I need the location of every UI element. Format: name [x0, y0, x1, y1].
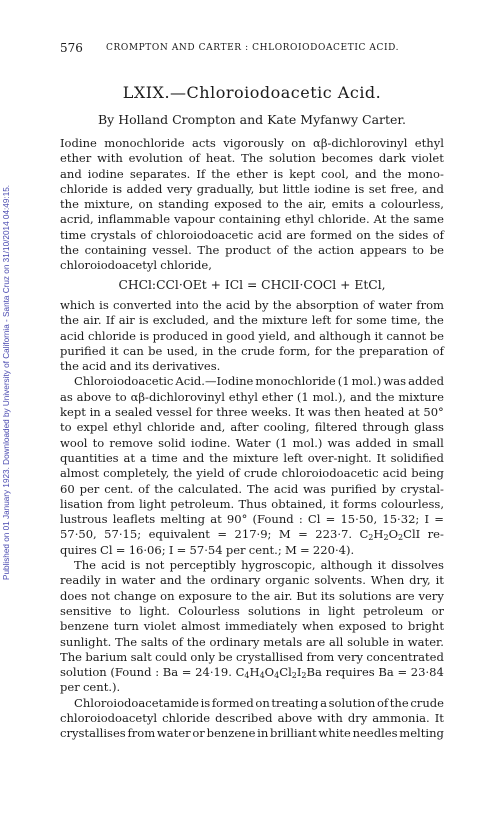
body-line: per cent.). — [60, 680, 121, 695]
body-line: quantities at a time and the mixture left over-night. It solidified — [60, 450, 444, 465]
body-line: kept in a sealed vessel for three weeks. It was then heated at 50° — [60, 405, 444, 420]
body-line: readily in water and the ordinary organic solvents. When dry, it — [60, 573, 444, 588]
body-line: chloroiodoacetyl chloride, — [60, 258, 212, 273]
body-line: Chloroiodoacetamide is formed on treating a solution of the crude — [74, 695, 444, 710]
body-line: which is converted into the acid by the absorption of water from — [60, 297, 444, 312]
body-line: lustrous leaflets melting at 90° (Found : Cl = 15·50, 15·32; I = — [60, 512, 444, 527]
body-line: acid chloride is produced in good yield, and although it cannot be — [60, 328, 444, 343]
page-header — [60, 41, 460, 55]
body-line: The acid is not perceptibly hygroscopic, although it dissolves — [74, 558, 444, 573]
article-authors: By Holland Crompton and Kate Myfanwy Carter. — [98, 112, 406, 127]
download-watermark-text: Published on 01 January 1923. Downloaded by University of California - Santa Cruz on 31/10/2014 04:49:15. — [2, 184, 11, 580]
body-line: acrid, inflammable vapour containing ethyl chloride. At the same — [60, 212, 444, 227]
body-line: sunlight. The salts of the ordinary metals are all soluble in water. — [60, 634, 444, 649]
page-number: 576 — [60, 41, 83, 55]
body-line: chloride is added very gradually, but little iodine is set free, and — [60, 181, 444, 196]
body-line: purified it can be used, in the crude form, for the preparation of — [60, 343, 444, 358]
body-line: solution (Found : Ba = 24·19. $C_4H_4O_4Cl_2I_2Ba$ requires Ba = 23·84 — [60, 665, 444, 681]
body-line: as above to αβ-dichlorovinyl ethyl ether (1 mol.), and the mixture — [60, 389, 444, 404]
body-line: Chloroiodoacetic Acid.—Iodine monochloride (1 mol.) was added — [74, 374, 444, 389]
body-line: and iodine separates. If the ether is kept cool, and the mono- — [60, 166, 444, 181]
body-line: the acid and its derivatives. — [60, 359, 221, 374]
body-line: ether with evolution of heat. The solution becomes dark violet — [60, 151, 444, 166]
body-line: time crystals of chloroiodoacetic acid are formed on the sides of — [60, 227, 444, 242]
body-line: benzene turn violet almost immediately when exposed to bright — [60, 619, 444, 634]
body-line: almost completely, the yield of crude chloroiodoacetic acid being — [60, 466, 444, 481]
body-line: The barium salt could only be crystallised from very concentrated — [60, 649, 444, 664]
running-title: CROMPTON AND CARTER : CHLOROIODOACETIC ACID. — [106, 43, 400, 53]
body-line: wool to remove solid iodine. Water (1 mol.) was added in small — [60, 435, 444, 450]
body-line: 60 per cent. of the calculated. The acid was purified by crystal- — [60, 481, 444, 496]
body-line: the air. If air is excluded, and the mixture left for some time, the — [60, 313, 444, 328]
article-title: LXIX.—Chloroiodoacetic Acid. — [122, 83, 382, 102]
body-line: does not change on exposure to the air. But its solutions are very — [60, 588, 444, 603]
equation: CHCl:CCl·OEt + ICl = CHClI·COCl + EtCl, — [118, 277, 386, 292]
article-body — [60, 136, 444, 742]
body-line: the containing vessel. The product of the action appears to be — [60, 243, 444, 258]
body-line: chloroiodoacetyl chloride described above with dry ammonia. It — [60, 710, 444, 725]
body-line: to expel ethyl chloride and, after cooling, filtered through glass — [60, 420, 444, 435]
body-line: Iodine monochloride acts vigorously on αβ-dichlorovinyl ethyl — [60, 136, 444, 150]
body-line: the mixture, on standing exposed to the air, emits a colourless, — [60, 197, 444, 212]
body-line: quires Cl = 16·06; I = 57·54 per cent.; M = 220·4). — [60, 542, 355, 557]
body-line: crystallises from water or benzene in brilliant white needles melting — [60, 726, 444, 741]
body-line: sensitive to light. Colourless solutions in light petroleum or — [60, 603, 444, 618]
body-line: 57·50, 57·15; equivalent = 217·9; M = 223·7. $C_2H_2O_2ClI$ re- — [60, 527, 444, 543]
body-line: lisation from light petroleum. Thus obtained, it forms colourless, — [60, 496, 444, 511]
